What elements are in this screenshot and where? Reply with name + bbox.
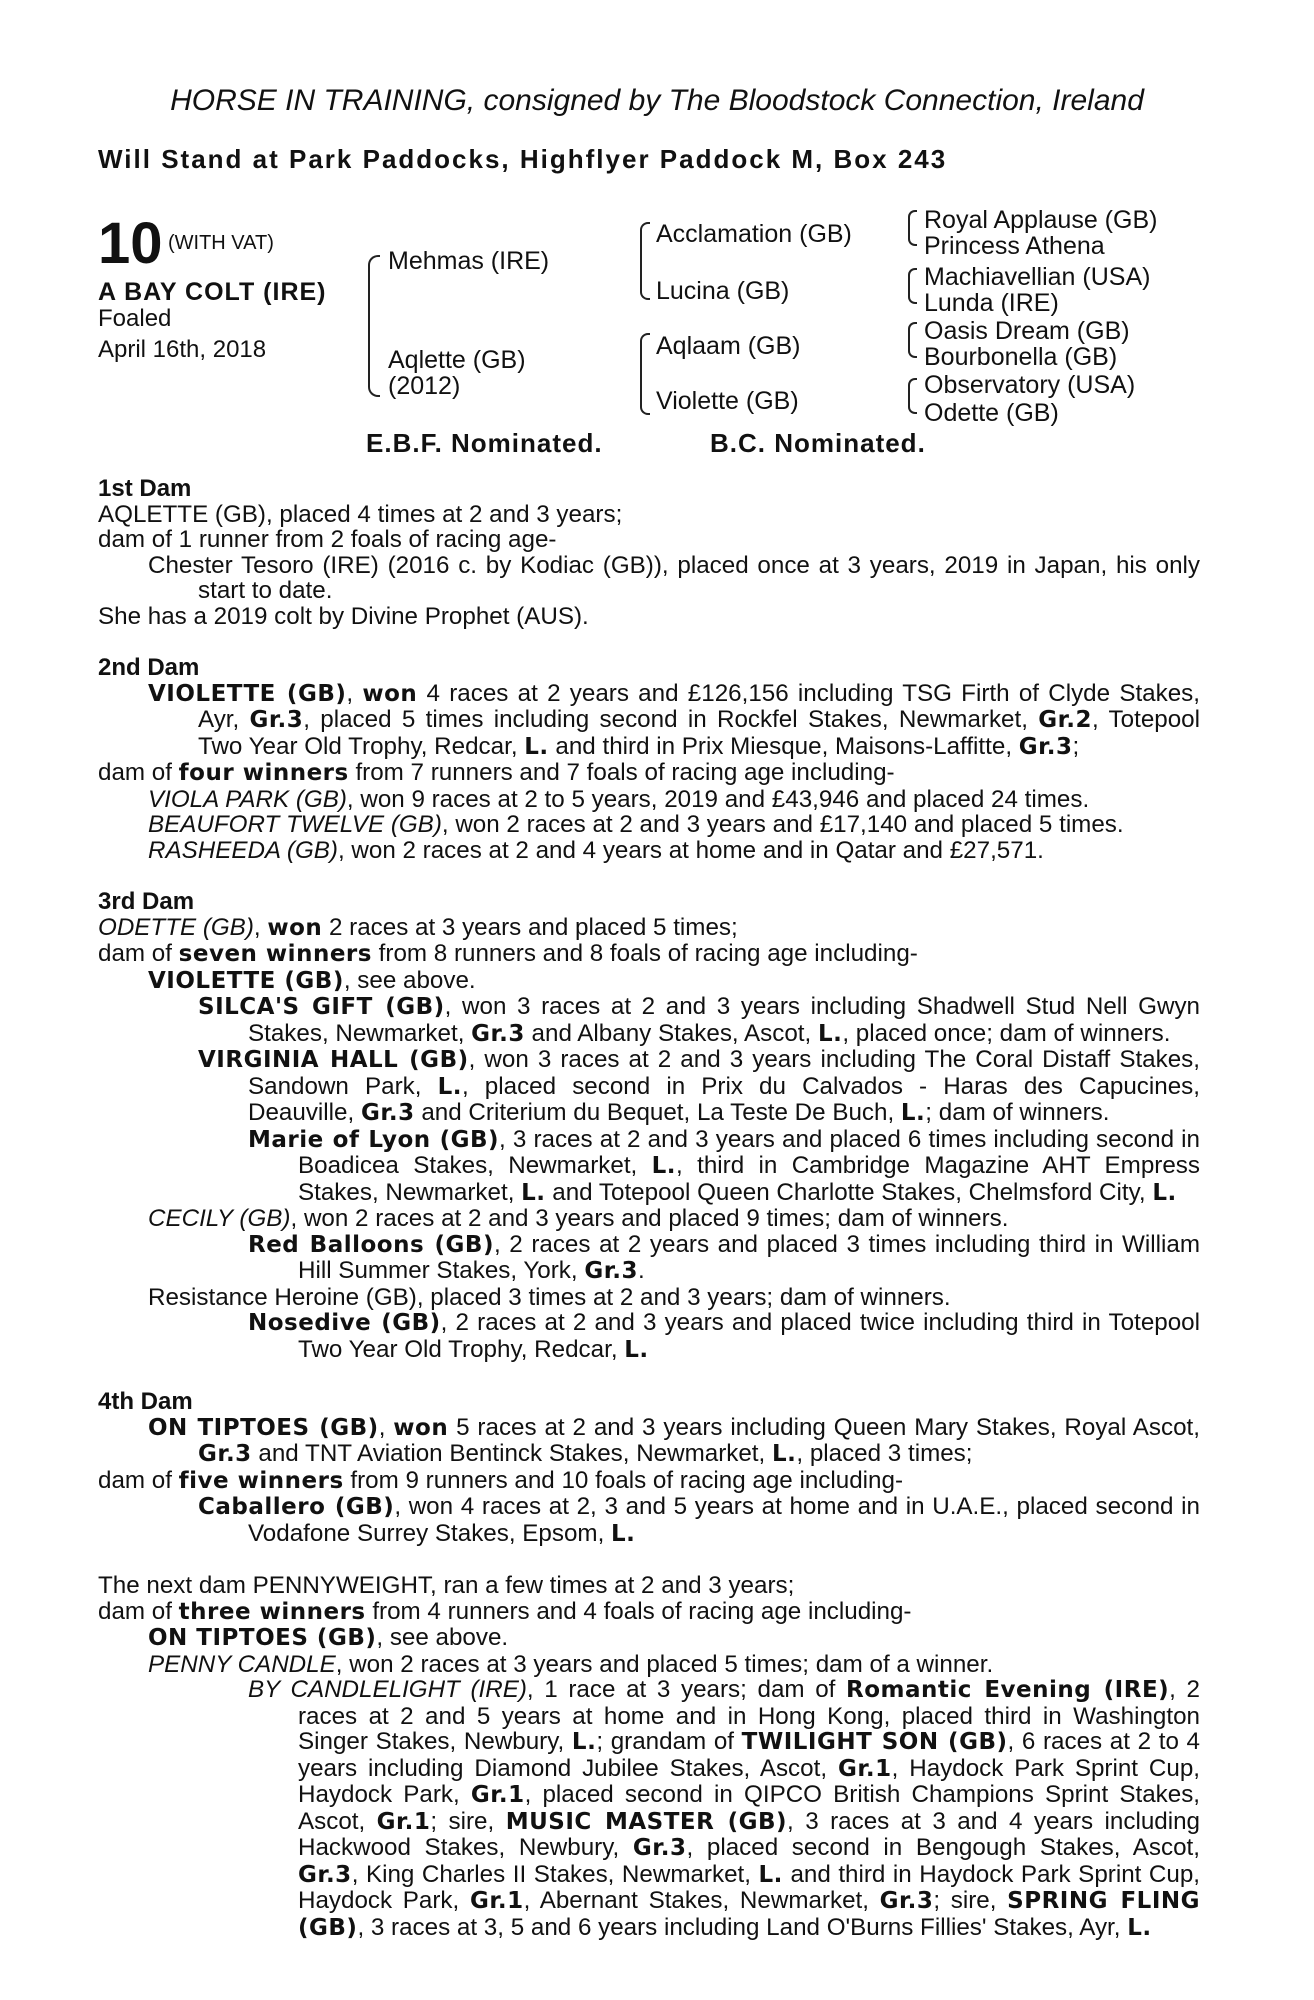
pedigree-brace	[908, 322, 917, 342]
progeny-entry: BEAUFORT TWELVE (GB), won 2 races at 2 and 3 years and £17,140 and placed 5 times.	[148, 811, 1124, 838]
pedigree-brace	[908, 268, 917, 288]
first-dam-line: She has a 2019 colt by Divine Prophet (AUS).	[98, 602, 589, 630]
progeny-entry: Resistance Heroine (GB), placed 3 times at 2 and 3 years; dam of winners.	[148, 1283, 951, 1311]
pedigree-gen3: Princess Athena	[924, 232, 1105, 260]
pedigree-gen2: Violette (GB)	[656, 387, 799, 415]
first-dam-line: AQLETTE (GB), placed 4 times at 2 and 3 years;	[98, 500, 623, 528]
pedigree-gen3: Machiavellian (USA)	[924, 263, 1151, 291]
pedigree-brace	[908, 286, 917, 304]
pedigree-brace	[908, 340, 917, 358]
first-dam-progeny: Chester Tesoro (IRE) (2016 c. by Kodiac (GB)), placed once at 3 years, 2019 in Japan, his only start to date.	[148, 551, 1200, 604]
progeny-entry: CECILY (GB), won 2 races at 2 and 3 years and placed 9 times; dam of winners.	[148, 1205, 1009, 1232]
pedigree-gen3: Oasis Dream (GB)	[924, 317, 1130, 345]
next-dam-record: The next dam PENNYWEIGHT, ran a few times at 2 and 3 years;	[98, 1572, 795, 1599]
pedigree-gen2: Acclamation (GB)	[656, 220, 852, 248]
lot-number: 10	[98, 211, 163, 276]
pedigree-brace	[908, 378, 917, 398]
progeny-entry: Caballero (GB), won 4 races at 2, 3 and 5 years at home and in U.A.E., placed second in Vodafone Surrey Stakes, Epsom, L.	[198, 1493, 1200, 1547]
grandprogeny-entry: Red Balloons (GB), 2 races at 2 years and placed 3 times including third in William Hill Summer Stakes, York, Gr.3.	[248, 1230, 1200, 1284]
pedigree-gen3: Observatory (USA)	[924, 371, 1136, 399]
fourth-dam-produce: dam of five winners from 9 runners and 10 foals of racing age including-	[98, 1466, 904, 1494]
pedigree-brace	[640, 333, 650, 379]
pedigree-brace	[368, 335, 380, 397]
progeny-entry: ON TIPTOES (GB), see above.	[148, 1624, 509, 1651]
second-dam-heading: 2nd Dam	[98, 654, 200, 681]
pedigree-brace	[368, 255, 380, 337]
progeny-entry: PENNY CANDLE, won 2 races at 3 years and placed 5 times; dam of a winner.	[148, 1650, 994, 1678]
pedigree-brace	[908, 396, 917, 414]
pedigree-gen2: Lucina (GB)	[656, 277, 790, 305]
foaled-date: April 16th, 2018	[98, 336, 267, 363]
pedigree-brace	[908, 210, 917, 230]
dam: Aqlette (GB)	[388, 346, 526, 374]
pedigree-gen3: Lunda (IRE)	[924, 289, 1059, 317]
pedigree-brace	[640, 266, 650, 300]
next-dam-produce: dam of three winners from 4 runners and 4 foals of racing age including-	[98, 1597, 912, 1625]
progeny-entry: SILCA'S GIFT (GB), won 3 races at 2 and 3 years including Shadwell Stud Nell Gwyn Stakes, Newmarket, Gr.3 and Albany Stakes, Ascot, L., placed once; dam of winners.	[198, 993, 1200, 1047]
foaled-label: Foaled	[98, 305, 172, 332]
lot-description: A BAY COLT (IRE)	[98, 278, 327, 306]
grandprogeny-entry: BY CANDLELIGHT (IRE), 1 race at 3 years; dam of Romantic Evening (IRE), 2 races at 2 and 5 years at home and in Hong Kong, placed third in Washington Singer Stakes, Newbury, L.; grandam of TWILIGHT SON (GB), 6 races at 2 to 4 years including Diamond Jubilee Stakes, Ascot, Gr.1, Haydock Park Sprint Cup, Haydock Park, Gr.1, placed second in QIPCO British Champions Sprint Stakes, Ascot, Gr.1; sire, MUSIC MASTER (GB), 3 races at 3 and 4 years including Hackwood Stakes, Newbury, Gr.3, placed second in Bengough Stakes, Ascot, Gr.3, King Charles II Stakes, Newmarket, L. and third in Haydock Park Sprint Cup, Haydock Park, Gr.1, Abernant Stakes, Newmarket, Gr.3; sire, SPRING FLING (GB), 3 races at 3, 5 and 6 years including Land O'Burns Fillies' Stakes, Ayr, L.	[248, 1676, 1201, 1941]
grandprogeny-entry: Marie of Lyon (GB), 3 races at 2 and 3 years and placed 6 times including second in Boadicea Stakes, Newmarket, L., third in Cambridge Magazine AHT Empress Stakes, Newmarket, L. and Totepool Queen Charlotte Stakes, Chelmsford City, L.	[248, 1125, 1200, 1206]
pedigree-gen3: Royal Applause (GB)	[924, 206, 1158, 234]
progeny-entry: VIOLETTE (GB), see above.	[148, 966, 476, 994]
bc-nomination: B.C. Nominated.	[710, 428, 926, 458]
progeny-entry: RASHEEDA (GB), won 2 races at 2 and 4 years at home and in Qatar and £27,571.	[148, 836, 1044, 864]
stand-location: Will Stand at Park Paddocks, Highflyer Paddock M, Box 243	[98, 144, 948, 174]
foaled-info	[98, 303, 266, 365]
pedigree-gen3: Bourbonella (GB)	[924, 343, 1118, 371]
fourth-dam-record: ON TIPTOES (GB), won 5 races at 2 and 3 years including Queen Mary Stakes, Royal Ascot, Gr.3 and TNT Aviation Bentinck Stakes, Newmarket, L., placed 3 times;	[148, 1413, 1201, 1467]
second-dam-produce: dam of four winners from 7 runners and 7 foals of racing age including-	[98, 759, 895, 786]
pedigree-brace	[908, 228, 917, 246]
pedigree-brace	[640, 222, 650, 268]
dam-year: (2012)	[388, 372, 461, 400]
fourth-dam-heading: 4th Dam	[98, 1388, 193, 1415]
progeny-entry: VIOLA PARK (GB), won 9 races at 2 to 5 years, 2019 and £43,946 and placed 24 times.	[148, 785, 1090, 813]
ebf-nomination: E.B.F. Nominated.	[366, 428, 603, 458]
progeny-entry: VIRGINIA HALL (GB), won 3 races at 2 and 3 years including The Coral Distaff Stakes, Sandown Park, L., placed second in Prix du Calvados - Haras des Capucines, Deauville, Gr.3 and Criterium du Bequet, La Teste De Buch, L.; dam of winners.	[198, 1046, 1200, 1126]
pedigree-gen3: Odette (GB)	[924, 399, 1059, 427]
pedigree-brace	[640, 377, 650, 415]
grandprogeny-entry: Nosedive (GB), 2 races at 2 and 3 years and placed twice including third in Totepool Two Year Old Trophy, Redcar, L.	[248, 1309, 1201, 1363]
third-dam-produce: dam of seven winners from 8 runners and 8 foals of racing age including-	[98, 940, 918, 967]
third-dam-record: ODETTE (GB), won 2 races at 3 years and placed 5 times;	[98, 913, 738, 941]
sire: Mehmas (IRE)	[388, 247, 550, 275]
vat-note: (WITH VAT)	[168, 232, 274, 254]
first-dam-line: dam of 1 runner from 2 foals of racing age-	[98, 526, 557, 553]
dam-narrative	[98, 476, 1200, 1941]
consignor-title: HORSE IN TRAINING, consigned by The Bloodstock Connection, Ireland	[170, 84, 1144, 117]
first-dam-heading: 1st Dam	[98, 475, 192, 502]
pedigree-gen2: Aqlaam (GB)	[656, 332, 801, 360]
second-dam-record: VIOLETTE (GB), won 4 races at 2 years and £126,156 including TSG Firth of Clyde Stakes, Ayr, Gr.3, placed 5 times including second in Rockfel Stakes, Newmarket, Gr.2, Totepool Two Year Old Trophy, Redcar, L. and third in Prix Miesque, Maisons-Laffitte, Gr.3;	[148, 679, 1200, 760]
third-dam-heading: 3rd Dam	[98, 888, 195, 915]
